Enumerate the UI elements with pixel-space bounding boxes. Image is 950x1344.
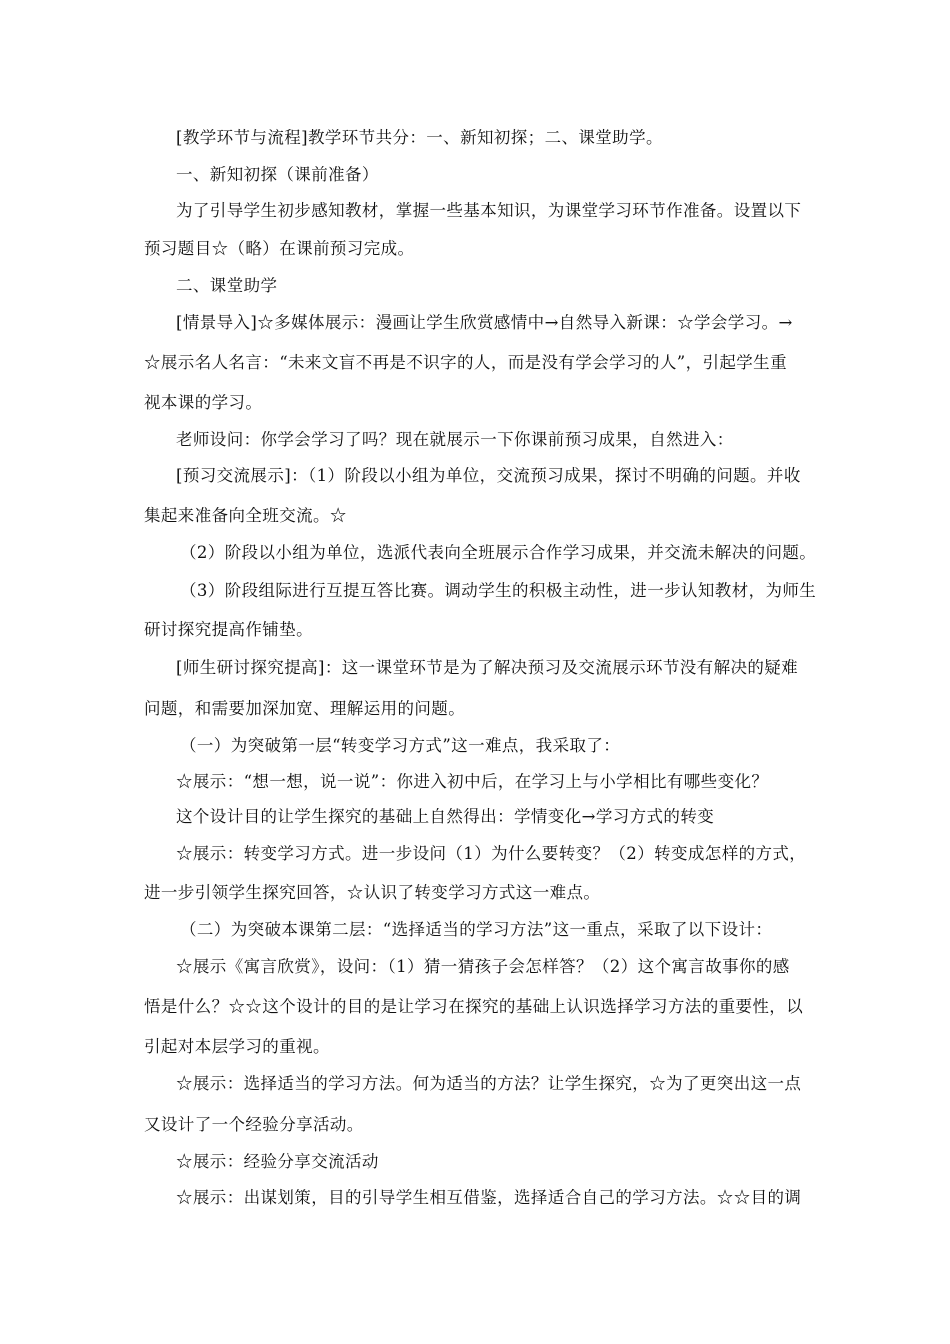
text-line: 悟是什么？☆☆这个设计的目的是让学习在探究的基础上认识选择学习方法的重要性，以 [144, 997, 804, 1016]
text-line: ☆展示：出谋划策，目的引导学生相互借鉴，选择适合自己的学习方法。☆☆目的调 [176, 1188, 802, 1207]
text-line: 进一步引领学生探究回答，☆认识了转变学习方式这一难点。 [144, 883, 601, 902]
text-line: 老师设问：你学会学习了吗？现在就展示一下你课前预习成果，自然进入： [176, 430, 734, 449]
section-heading: 一、新知初探（课前准备） [176, 165, 379, 184]
text-line: （3）阶段组际进行互提互答比赛。调动学生的积极主动性，进一步认知教材，为师生 [180, 581, 817, 600]
text-line: ☆展示：选择适当的学习方法。何为适当的方法？让学生探究，☆为了更突出这一点 [176, 1074, 802, 1093]
text-line: [情景导入]☆多媒体展示：漫画让学生欣赏感情中→自然导入新课：☆学会学习。→ [176, 313, 793, 332]
text-line: 这个设计目的让学生探究的基础上自然得出：学情变化→学习方式的转变 [176, 807, 715, 826]
text-line: ☆展示：转变学习方式。进一步设问（1）为什么要转变？（2）转变成怎样的方式， [176, 844, 807, 863]
text-line: 视本课的学习。 [144, 393, 263, 412]
text-line: ☆展示名人名言：“未来文盲不再是不识字的人，而是没有学会学习的人”，引起学生重 [144, 353, 787, 372]
text-line: 又设计了一个经验分享活动。 [144, 1115, 364, 1134]
text-line: 研讨探究提高作铺垫。 [144, 620, 313, 639]
text-line: 为了引导学生初步感知教材，掌握一些基本知识，为课堂学习环节作准备。设置以下 [176, 201, 802, 220]
text-line: ☆展示《寓言欣赏》，设问：（1）猜一猜孩子会怎样答？（2）这个寓言故事你的感 [176, 957, 790, 976]
section-heading: 二、课堂助学 [176, 276, 278, 295]
text-line: 预习题目☆（略）在课前预习完成。 [144, 239, 415, 258]
text-line: [师生研讨探究提高]：这一课堂环节是为了解决预习及交流展示环节没有解决的疑难 [176, 658, 799, 677]
text-line: （2）阶段以小组为单位，选派代表向全班展示合作学习成果，并交流未解决的问题。 [180, 543, 817, 562]
text-line: 引起对本层学习的重视。 [144, 1037, 330, 1056]
text-line: （二）为突破本课第二层：“选择适当的学习方法”这一重点，采取了以下设计： [180, 920, 773, 939]
text-line: ☆展示：“想一想，说一说”：你进入初中后，在学习上与小学相比有哪些变化？ [176, 772, 769, 791]
text-line: [教学环节与流程]教学环节共分：一、新知初探；二、课堂助学。 [176, 128, 663, 147]
text-line: 问题，和需要加深加宽、理解运用的问题。 [144, 699, 466, 718]
text-line: （一）为突破第一层“转变学习方式”这一难点，我采取了： [180, 736, 621, 755]
text-line: ☆展示：经验分享交流活动 [176, 1152, 379, 1171]
text-line: 集起来准备向全班交流。☆ [144, 506, 347, 525]
text-line: [预习交流展示]：（1）阶段以小组为单位，交流预习成果，探讨不明确的问题。并收 [176, 466, 801, 485]
